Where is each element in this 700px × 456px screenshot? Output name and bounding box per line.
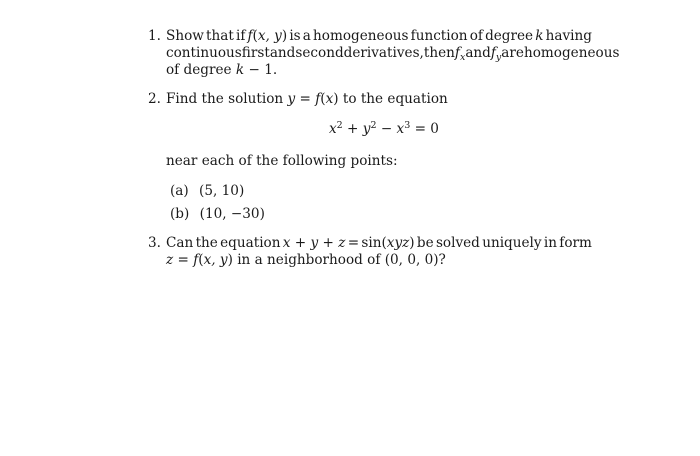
problem-3-line-1: Can the equation x + y + z = sin(xyz) be solved uniquely in form: [166, 235, 592, 251]
problem-1-line-1: Show that if f(x, y) is a homogeneous function of degree k having: [166, 28, 592, 44]
problem-2-intro: Find the solution y = f(x) to the equation: [166, 91, 448, 107]
problem-3-line-2: z = f(x, y) in a neighborhood of (0, 0, 0)?: [166, 252, 446, 268]
problem-number: 3.: [148, 235, 161, 251]
part-label: (a): [170, 183, 189, 199]
part-value: (10, −30): [199, 206, 265, 222]
followup-text: near each of the following points:: [166, 153, 398, 169]
problem-number: 2.: [148, 91, 161, 107]
problem-number: 1.: [148, 28, 161, 44]
part-a: [170, 183, 244, 199]
equation: $x^2 + y^2 - x^3 = 0$: [329, 120, 439, 137]
part-value: (5, 10): [199, 183, 245, 199]
part-label: (b): [170, 206, 190, 222]
part-b: [170, 206, 265, 222]
problem-1-line-3: of degree k − 1.: [166, 62, 278, 78]
problem-1-line-2: continuous first and second derivatives, then $f_x$ and $f_y$ are homogeneous: [166, 45, 620, 63]
